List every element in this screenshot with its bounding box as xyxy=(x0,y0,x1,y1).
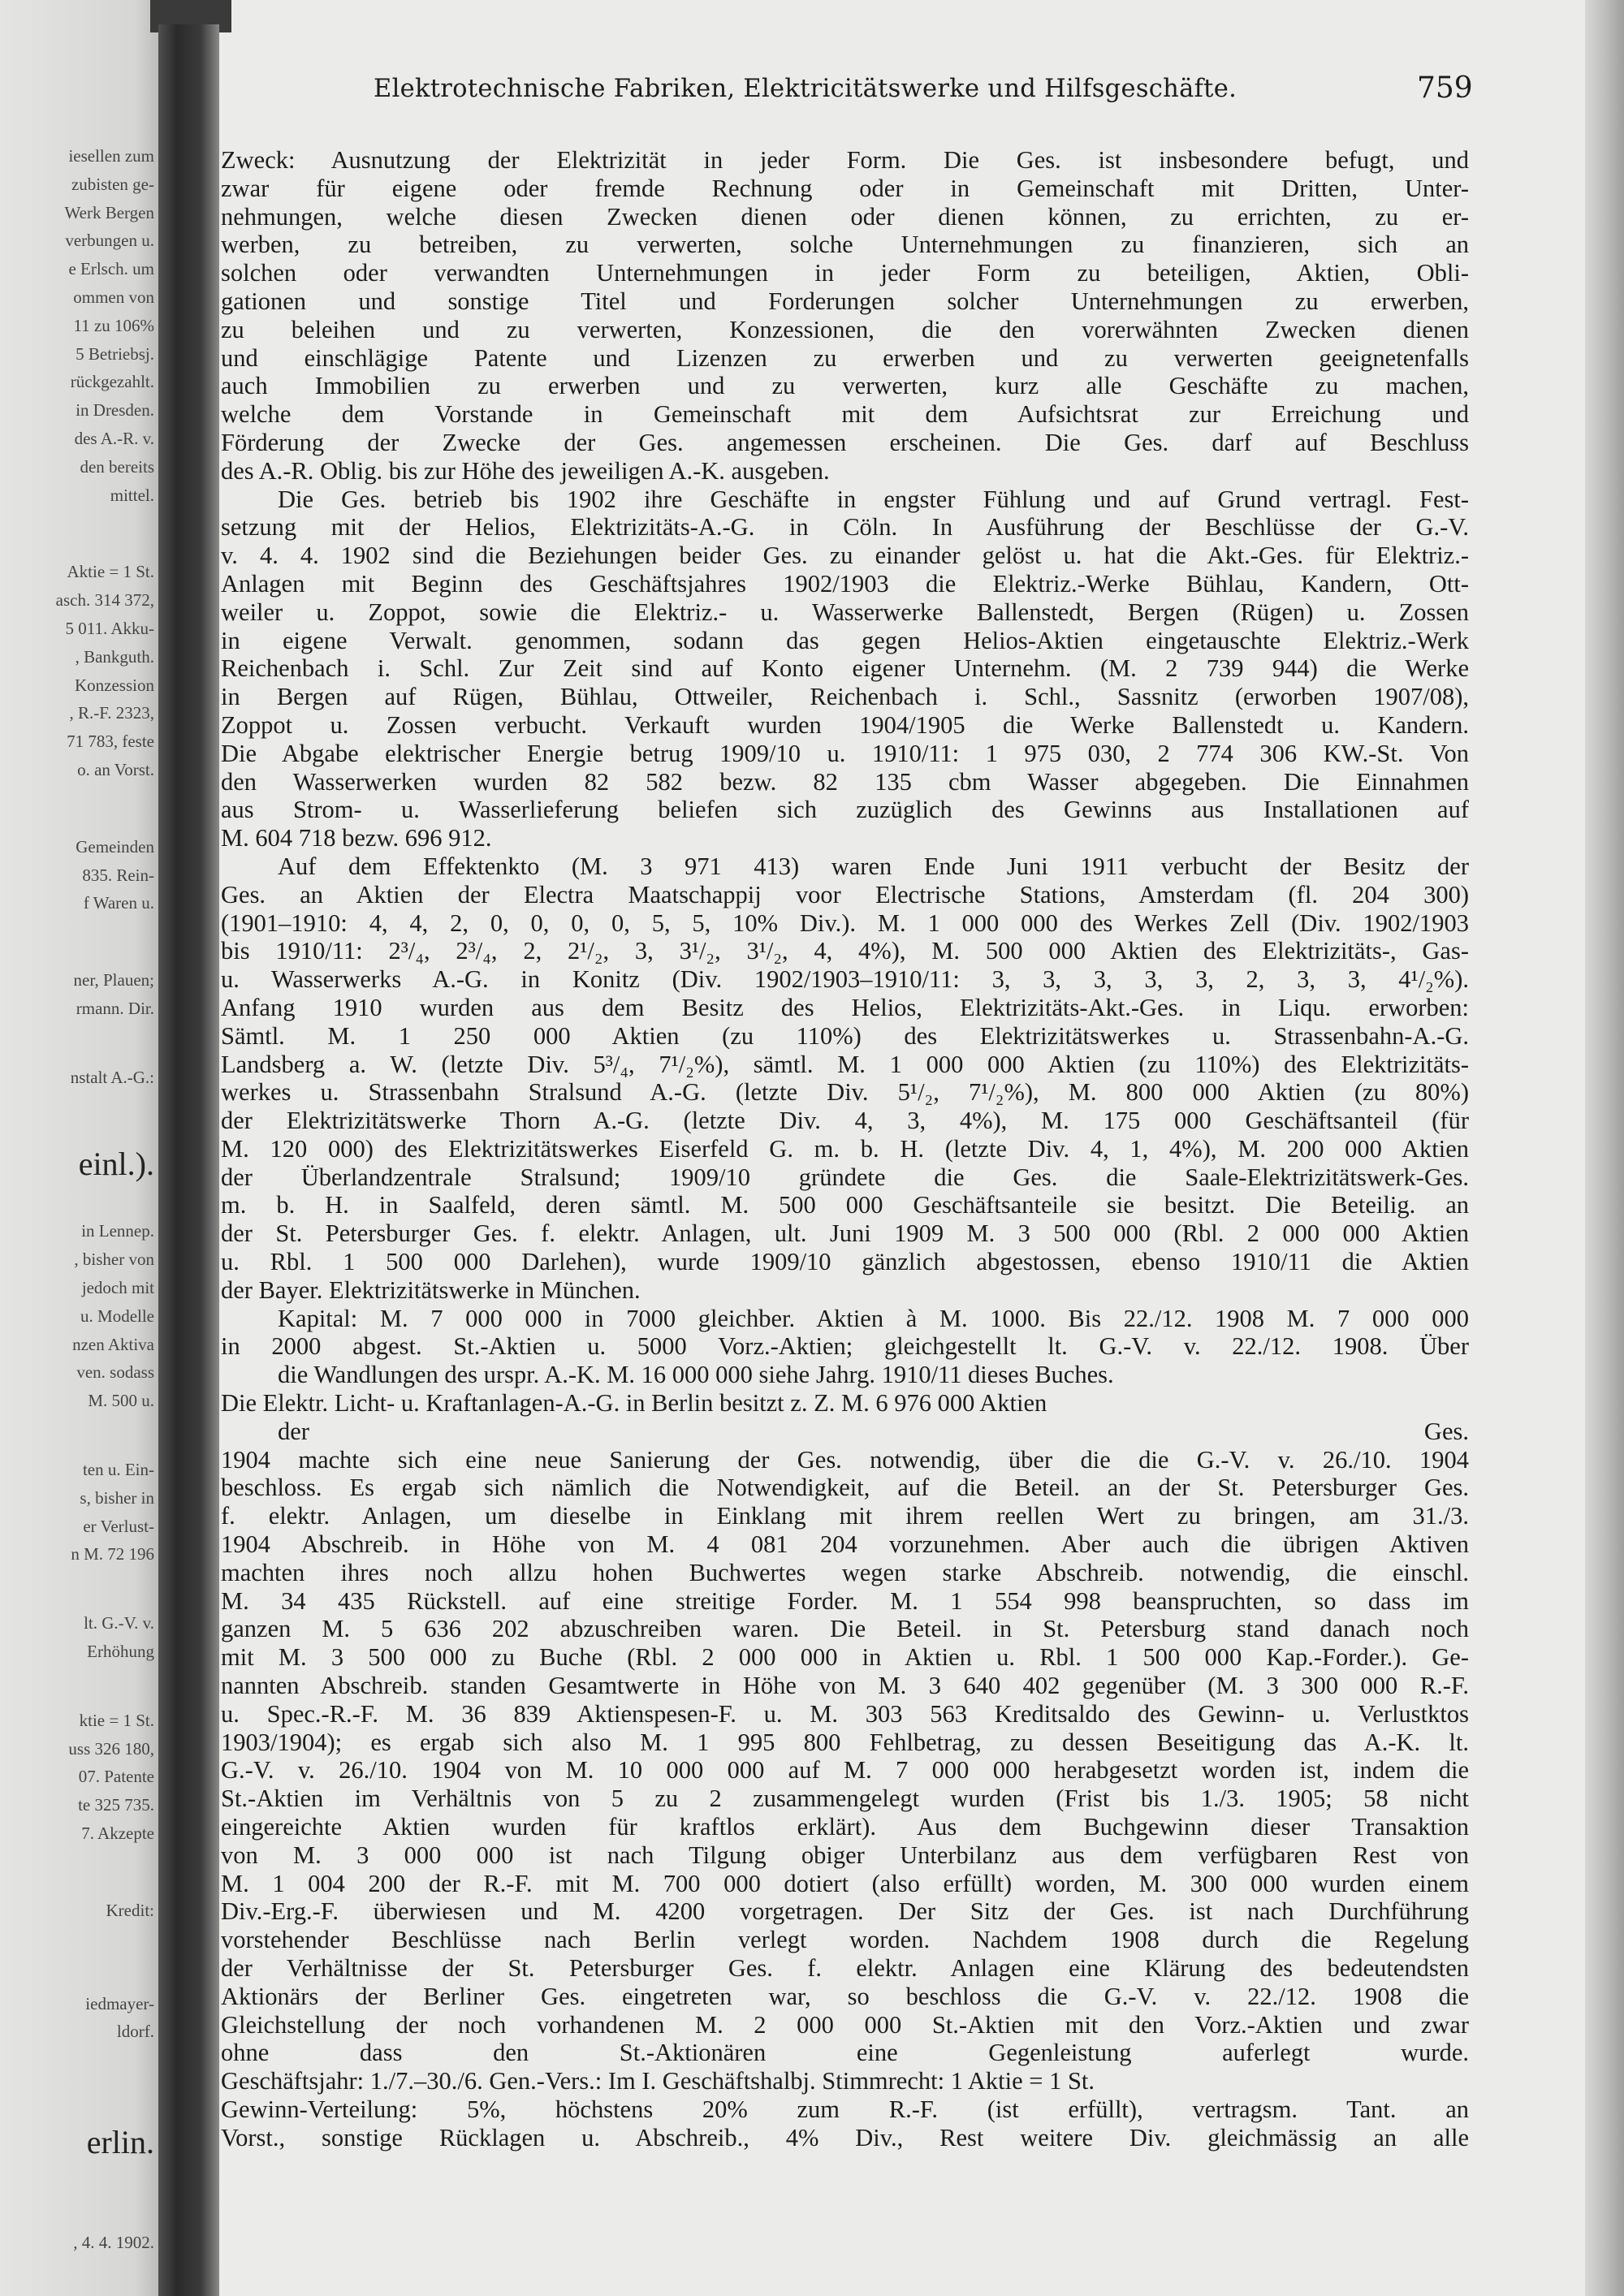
left-page-fragment xyxy=(0,0,158,2296)
text-line: St.-Aktien im Verhältnis von 5 zu 2 zusammengelegt wurden (Frist bis 1./3. 1905; 58 nicht xyxy=(221,1785,1469,1813)
text-line: Die Abgabe elektrischer Energie betrug 1909/10 u. 1910/11: 1 975 030, 2 774 306 KW.-St. Von xyxy=(221,739,1469,767)
text-line: werkes u. Strassenbahn Stralsund A.-G. (letzte Div. 5¹/₂, 7¹/₂%), M. 800 000 Aktien (zu 80%) xyxy=(221,1078,1469,1107)
text-line: bis 1910/11: 2³/₄, 2³/₄, 2, 2¹/₂, 3, 3¹/₂, 3¹/₂, 4, 4%), M. 500 000 Aktien des Elektrizitäts-, Gas- xyxy=(221,937,1469,965)
text-line: Landsberg a. W. (letzte Div. 5³/₄, 7¹/₂%), sämtl. M. 1 000 000 Aktien (zu 110%) des Elektrizitäts- xyxy=(221,1050,1469,1078)
left-page-text: , bisher von xyxy=(74,1249,154,1270)
left-page-text: 5 Betriebsj. xyxy=(76,343,154,364)
book-gutter xyxy=(158,24,219,2296)
text-line: Reichenbach i. Schl. Zur Zeit sind auf Konto eigener Unternehm. (M. 2 739 944) die Werke xyxy=(221,654,1469,683)
text-line: setzung mit der Helios, Elektrizitäts-A.-G. in Cöln. In Ausführung der Beschlüsse der G.-V. xyxy=(221,513,1469,542)
text-line: weiler u. Zoppot, sowie die Elektriz.- u. Wasserwerke Ballenstedt, Bergen (Rügen) u. Zossen xyxy=(221,598,1469,626)
text-line: nannten Abschreib. standen Gesamtwerte in Höhe von M. 3 640 402 gegenüber (M. 3 300 000 R.-F. xyxy=(221,1672,1469,1700)
scan-edge xyxy=(1585,0,1624,2296)
text-line: in eigene Verwalt. genommen, sodann das gegen Helios-Aktien eingetauschte Elektriz.-Werk xyxy=(221,626,1469,654)
text-line: zu beleihen und zu verwerten, Konzessionen, die den vorerwähnten Zwecken dienen xyxy=(221,315,1469,343)
text-line: gationen und sonstige Titel und Forderungen solcher Unternehmungen zu erwerben, xyxy=(221,287,1469,315)
text-line: Kapital: M. 7 000 000 in 7000 gleichber. Aktien à M. 1000. Bis 22./12. 1908 M. 7 000 000 xyxy=(278,1304,1469,1332)
running-header: Elektrotechnische Fabriken, Elektricitätswerke und Hilfsgeschäfte. xyxy=(374,75,1237,103)
left-page-text: te 325 735. xyxy=(78,1795,154,1815)
left-page-text: Gemeinden xyxy=(76,836,154,857)
text-line: der Verhältnisse der St. Petersburger Ges. f. elektr. Anlagen eine Klärung des bedeutendsten xyxy=(221,1954,1469,1982)
text-line: 1903/1904); es ergab sich also M. 1 995 800 Fehlbetrag, zu dessen Beseitigung das A.-K. lt. xyxy=(221,1728,1469,1756)
text-line: und einschlägige Patente und Lizenzen zu erwerben und zu verwerten geeignetenfalls xyxy=(221,343,1469,372)
text-line: 1904 machte sich eine neue Sanierung der Ges. notwendig, über die die G.-V. v. 26./10. 1904 xyxy=(221,1445,1469,1474)
left-page-text: mittel. xyxy=(110,485,154,505)
text-line: u. Spec.-R.-F. M. 36 839 Aktienspesen-F. u. M. 303 563 Kreditsaldo des Gewinn- u. Verlustktos xyxy=(221,1699,1469,1728)
left-page-text: , 4. 4. 1902. xyxy=(73,2233,154,2252)
left-page-text: ner, Plauen; xyxy=(73,970,154,990)
left-page-text: iedmayer- xyxy=(85,1993,154,2013)
text-line: aus Strom- u. Wasserlieferung beliefen sich zuzüglich des Gewinns aus Installationen auf xyxy=(221,796,1469,824)
text-line: ganzen M. 5 636 202 abzuschreiben waren. Die Beteil. in St. Petersburg stand danach noch xyxy=(221,1615,1469,1643)
left-page-text: Kredit: xyxy=(106,1900,154,1920)
left-page-text: , R.-F. 2323, xyxy=(69,703,154,723)
text-line: Gleichstellung der noch vorhandenen M. 2 000 000 St.-Aktien mit den Vorz.-Aktien und zwar xyxy=(221,2010,1469,2039)
text-line: M. 34 435 Rückstell. auf eine streitige Forder. M. 1 554 998 beanspruchten, so dass im xyxy=(221,1586,1469,1615)
text-line: v. 4. 4. 1902 sind die Beziehungen beider Ges. zu einander gelöst u. hat die Akt.-Ges. für Elektriz.- xyxy=(221,542,1469,570)
text-line: ohne dass den St.-Aktionären eine Gegenleistung auferlegt wurde. xyxy=(221,2039,1469,2067)
left-page-text: den bereits xyxy=(80,456,154,477)
left-page-text: asch. 314 372, xyxy=(55,590,154,611)
text-line: nehmungen, welche diesen Zwecken dienen oder dienen können, zu errichten, zu er- xyxy=(221,202,1469,231)
left-page-text: 7. Akzepte xyxy=(81,1823,154,1843)
text-line: in Bergen auf Rügen, Bühlau, Ottweiler, Reichenbach i. Schl., Sassnitz (erworben 1907/08), xyxy=(221,683,1469,711)
left-page-text: uss 326 180, xyxy=(68,1738,154,1759)
text-line: auch Immobilien zu erwerben und zu verwerten, kurz alle Geschäfte zu machen, xyxy=(221,372,1469,400)
left-page-text: in Lennep. xyxy=(81,1221,154,1241)
left-page-text: rmann. Dir. xyxy=(76,999,154,1018)
left-page-text: ldorf. xyxy=(116,2022,154,2042)
left-page-text: erlin. xyxy=(86,2124,154,2161)
text-line: der St. Petersburger Ges. f. elektr. Anlagen, ult. Juni 1909 M. 3 500 000 (Rbl. 2 000 000 Aktien xyxy=(221,1219,1469,1248)
text-line: der Ges. xyxy=(278,1417,1469,1445)
text-line: der Überlandzentrale Stralsund; 1909/10 gründete die Ges. die Saale-Elektrizitätswerk-Ges. xyxy=(221,1163,1469,1191)
text-line: beschloss. Es ergab sich nämlich die Notwendigkeit, auf die Beteil. an der St. Petersburger Ges. xyxy=(221,1474,1469,1502)
text-line: die Wandlungen des urspr. A.-K. M. 16 000 000 siehe Jahrg. 1910/11 dieses Buches. xyxy=(278,1361,1114,1389)
text-line: f. elektr. Anlagen, um dieselbe in Einklang mit ihrem reellen Wert zu bringen, am 31./3. xyxy=(221,1502,1469,1530)
text-line: werben, zu betreiben, zu verwerten, solche Unternehmungen zu finanzieren, sich an xyxy=(221,231,1469,259)
left-page-text: iesellen zum xyxy=(68,146,154,166)
text-line: Zoppot u. Zossen verbucht. Verkauft wurden 1904/1905 die Werke Ballenstedt u. Kandern. xyxy=(221,710,1469,739)
text-line: den Wasserwerken wurden 82 582 bezw. 82 135 cbm Wasser abgegeben. Die Einnahmen xyxy=(221,767,1469,796)
left-page-text: er Verlust- xyxy=(83,1516,154,1536)
text-line: des A.-R. Oblig. bis zur Höhe des jeweiligen A.-K. ausgeben. xyxy=(221,456,830,485)
left-page-text: des A.-R. v. xyxy=(74,429,154,448)
left-page-text: n M. 72 196 xyxy=(71,1544,154,1564)
text-line: G.-V. v. 26./10. 1904 von M. 10 000 000 auf M. 7 000 000 herabgesetzt worden ist, indem die xyxy=(221,1756,1469,1785)
text-line: zwar für eigene oder fremde Rechnung oder in Gemeinschaft mit Dritten, Unter- xyxy=(221,174,1469,202)
page-body xyxy=(221,146,1469,2152)
left-page-text: Erhöhung xyxy=(87,1642,154,1661)
left-page-text: 835. Rein- xyxy=(82,865,154,885)
left-page-text: einl.). xyxy=(78,1145,154,1182)
text-line: solchen oder verwandten Unternehmungen in jeder Form zu beteiligen, Aktien, Obli- xyxy=(221,259,1469,287)
text-line: der Elektrizitätswerke Thorn A.-G. (letzte Div. 4, 3, 4%), M. 175 000 Geschäftsanteil (für xyxy=(221,1107,1469,1135)
left-page-text: 5 011. Akku- xyxy=(65,619,154,638)
left-page-text: , Bankguth. xyxy=(75,646,154,667)
left-page-text: 71 783, feste xyxy=(67,732,154,752)
text-line: Ges. an Aktien der Electra Maatschappij voor Electrische Stations, Amsterdam (fl. 204 300) xyxy=(221,880,1469,908)
text-line: mit M. 3 500 000 zu Buche (Rbl. 2 000 000 in Aktien u. Rbl. 1 500 000 Kap.-Forder.). Ge- xyxy=(221,1643,1469,1672)
left-page-text: e Erlsch. um xyxy=(68,259,154,279)
text-line: Anlagen mit Beginn des Geschäftsjahres 1902/1903 die Elektriz.-Werke Bühlau, Kandern, Ott- xyxy=(221,569,1469,598)
left-page-text: M. 500 u. xyxy=(88,1391,154,1411)
text-line: der Bayer. Elektrizitätswerke in München. xyxy=(221,1275,641,1304)
text-line: Geschäftsjahr: 1./7.–30./6. Gen.-Vers.: Im I. Geschäftshalbj. Stimmrecht: 1 Aktie = 1 St. xyxy=(221,2067,1095,2095)
left-page-text: Aktie = 1 St. xyxy=(67,562,154,582)
text-line: eingereichte Aktien wurden für kraftlos erklärt). Aus dem Buchgewinn dieser Transaktion xyxy=(221,1813,1469,1841)
text-line: von M. 3 000 000 ist nach Tilgung obiger Unterbilanz aus dem verfügbaren Rest von xyxy=(221,1841,1469,1869)
page-number: 759 xyxy=(1417,71,1473,105)
left-page-text: u. Modelle xyxy=(80,1306,154,1326)
left-page-text: in Dresden. xyxy=(76,400,154,421)
left-page-text: 07. Patente xyxy=(78,1767,154,1787)
text-line: M. 1 004 200 der R.-F. mit M. 700 000 dotiert (also erfüllt) worden, M. 300 000 wurden einem xyxy=(221,1869,1469,1897)
left-page-text: ven. sodass xyxy=(76,1362,154,1383)
text-line: Die Elektr. Licht- u. Kraftanlagen-A.-G. in Berlin besitzt z. Z. M. 6 976 000 Aktien xyxy=(221,1389,1047,1418)
text-line: welche dem Vorstande in Gemeinschaft mit dem Aufsichtsrat zur Erreichung und xyxy=(221,400,1469,429)
text-line: 1904 Abschreib. in Höhe von M. 4 081 204 vorzunehmen. Aber auch die übrigen Aktiven xyxy=(221,1530,1469,1559)
text-line: Gewinn-Verteilung: 5%, höchstens 20% zum R.-F. (ist erfüllt), vertragsm. Tant. an xyxy=(221,2095,1469,2123)
left-page-text: Werk Bergen xyxy=(64,202,154,222)
text-line: machten ihres noch allzu hohen Buchwertes wegen starke Abschreib. notwendig, die einschl. xyxy=(221,1558,1469,1586)
text-line: M. 604 718 bezw. 696 912. xyxy=(221,824,492,852)
text-line: u. Rbl. 1 500 000 Darlehen), wurde 1909/10 gänzlich abgestossen, ebenso 1910/11 die Aktien xyxy=(221,1248,1469,1276)
text-line: vorstehender Beschlüsse nach Berlin verlegt worden. Nachdem 1908 durch die Regelung xyxy=(221,1926,1469,1954)
text-line: Sämtl. M. 1 250 000 Aktien (zu 110%) des Elektrizitätswerkes u. Strassenbahn-A.-G. xyxy=(221,1021,1469,1050)
left-page-text: lt. G.-V. v. xyxy=(84,1613,154,1634)
text-line: Div.-Erg.-F. überwiesen und M. 4200 vorgetragen. Der Sitz der Ges. ist nach Durchführung xyxy=(221,1897,1469,1926)
text-line: Auf dem Effektenkto (M. 3 971 413) waren Ende Juni 1911 verbucht der Besitz der xyxy=(278,852,1469,880)
left-page-text: Konzession xyxy=(75,675,154,695)
left-page-text: nzen Aktiva xyxy=(72,1334,154,1354)
text-line: Förderung der Zwecke der Ges. angemessen erscheinen. Die Ges. darf auf Beschluss xyxy=(221,428,1469,456)
left-page-text: verbungen u. xyxy=(65,231,154,251)
text-line: in 2000 abgest. St.-Aktien u. 5000 Vorz.-Aktien; gleichgestellt lt. G.-V. v. 22./12. 1908. Über xyxy=(221,1332,1469,1361)
text-line: M. 120 000) des Elektrizitätswerkes Eiserfeld G. m. b. H. (letzte Div. 4, 1, 4%), M. 200 000 Aktien xyxy=(221,1134,1469,1163)
left-page-text: f Waren u. xyxy=(83,893,154,913)
left-page-text: s, bisher in xyxy=(80,1487,154,1508)
left-page-text: nstalt A.-G.: xyxy=(70,1067,154,1087)
text-line: Die Ges. betrieb bis 1902 ihre Geschäfte in engster Fühlung und auf Grund vertragl. Fest- xyxy=(278,485,1469,513)
text-line: m. b. H. in Saalfeld, deren sämtl. M. 500 000 Geschäftsanteile sie besitzt. Die Beteilig. an xyxy=(221,1191,1469,1219)
left-page-text: ten u. Ein- xyxy=(82,1460,154,1479)
left-page-text: rückgezahlt. xyxy=(70,372,154,392)
text-line: (1901–1910: 4, 4, 2, 0, 0, 0, 0, 5, 5, 10% Div.). M. 1 000 000 des Werkes Zell (Div. 1902/1903 xyxy=(221,908,1469,937)
text-line: Anfang 1910 wurden aus dem Besitz des Helios, Elektrizitäts-Akt.-Ges. in Liqu. erworben: xyxy=(221,993,1469,1021)
text-line: u. Wasserwerks A.-G. in Konitz (Div. 1902/1903–1910/11: 3, 3, 3, 3, 3, 2, 3, 3, 4¹/₂%). xyxy=(221,965,1469,994)
left-page-text: ktie = 1 St. xyxy=(79,1710,154,1730)
text-line: Vorst., sonstige Rücklagen u. Abschreib., 4% Div., Rest weitere Div. gleichmässig an alle xyxy=(221,2123,1469,2151)
left-page-text: jedoch mit xyxy=(81,1278,154,1297)
left-page-text: zubisten ge- xyxy=(71,174,154,194)
text-line: Zweck: Ausnutzung der Elektrizität in jeder Form. Die Ges. ist insbesondere befugt, und xyxy=(221,146,1469,174)
left-page-text: ommen von xyxy=(73,287,154,307)
text-line: Aktionärs der Berliner Ges. eingetreten war, so beschloss die G.-V. v. 22./12. 1908 die xyxy=(221,1982,1469,2010)
left-page-text: o. an Vorst. xyxy=(77,760,154,779)
left-page-text: 11 zu 106% xyxy=(73,315,154,335)
